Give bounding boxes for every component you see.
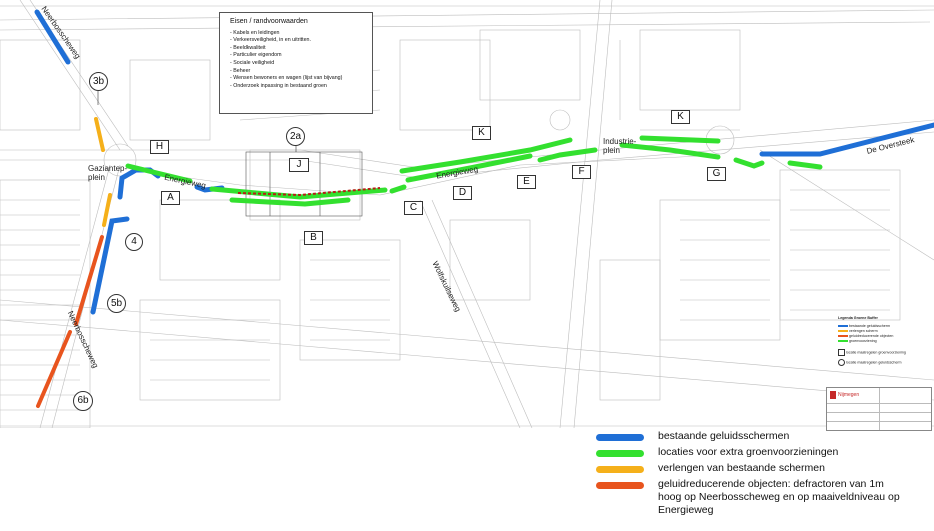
nijmegen-logo-icon: [830, 391, 836, 399]
location-label-6b: 6b: [73, 391, 93, 411]
map-small-legend: [838, 316, 926, 366]
location-label-a: A: [161, 191, 180, 205]
small-legend-item: groenvoorziening: [838, 339, 926, 344]
street-label-de-oversteek: De Oversteek: [865, 135, 916, 156]
legend-item-extend-screens: [596, 462, 932, 475]
small-legend-item: verlengen scherm: [838, 329, 926, 334]
location-label-i: J: [289, 158, 309, 172]
street-label-neerbosscheweg-south: Neerbosscheweg: [65, 309, 101, 370]
legend: [596, 430, 932, 520]
location-label-4: 4: [125, 233, 143, 251]
legend-label: bestaande geluidsschermen: [658, 430, 790, 442]
requirement-item: - Onderzoek inpassing in bestaand groen: [230, 82, 327, 89]
requirement-item: - Sociale veiligheid: [230, 59, 275, 66]
small-legend-item: geluidreducerende objecten: [838, 334, 926, 339]
place-label-industrieplein: Industrie- plein: [603, 137, 637, 155]
requirement-item: - Particulier eigendom: [230, 52, 282, 59]
requirement-item: - Wensen bewoners en wagen (lijst van bijvang): [230, 75, 343, 82]
small-legend-item: bestaande geluidsscherm: [838, 324, 926, 329]
requirements-title: Eisen / randvoorwaarden: [230, 18, 308, 25]
requirement-item: - Beheer: [230, 67, 251, 74]
street-label-wolfskuilseweg: Wolfskuilseweg: [430, 259, 463, 314]
legend-swatch-green: [596, 450, 644, 457]
small-legend-item: locatie maatregelen geluidsscherm: [838, 359, 926, 366]
location-label-k: K: [671, 110, 690, 124]
requirements-box: [219, 12, 373, 114]
legend-item-existing-screens: [596, 430, 932, 443]
legend-item-green-locations: [596, 446, 932, 459]
legend-swatch-orange: [596, 482, 644, 489]
legend-label: locaties voor extra groenvoorzieningen: [658, 446, 839, 458]
location-label-j: K: [472, 126, 491, 140]
street-label-energieweg-west: Energieweg: [163, 172, 207, 191]
location-label-3b: 3b: [89, 72, 108, 91]
location-label-e: E: [517, 175, 536, 189]
location-label-h: H: [150, 140, 169, 154]
location-label-f: F: [572, 165, 591, 179]
small-legend-item: locatie maatregelen groenvoorziening: [838, 349, 926, 356]
legend-swatch-yellow: [596, 466, 644, 473]
requirement-item: - Kabels en leidingen: [230, 29, 280, 36]
legend-item-noise-objects: [596, 478, 932, 517]
location-label-5b: 5b: [107, 294, 126, 313]
legend-label: verlengen van bestaande schermen: [658, 462, 825, 474]
location-label-d: D: [453, 186, 472, 200]
requirements-list: [230, 30, 372, 91]
requirement-item: - Verkeersveiligheid, in en uitritten.: [230, 37, 311, 44]
legend-swatch-blue: [596, 434, 644, 441]
legend-label: geluidreducerende objecten: defractoren van 1m hoog op Neerbosscheweg en op maaiveldniveau op Energieweg: [658, 478, 900, 516]
location-label-2a: 2a: [286, 127, 305, 146]
location-label-c: C: [404, 201, 423, 215]
place-label-gaziantepplein: Gaziantep- plein: [88, 164, 128, 182]
street-label-energieweg-east: Energieweg: [435, 164, 479, 181]
map-title-block: [826, 387, 932, 431]
street-label-neerbosscheweg-north: Neerbosscheweg: [39, 4, 83, 61]
small-legend-title: Legenda Groene Buffer: [838, 316, 878, 320]
location-label-g: G: [707, 167, 726, 181]
title-block-logo-text: Nijmegen: [838, 392, 860, 398]
location-label-b: B: [304, 231, 323, 245]
requirement-item: - Beeldkwaliteit: [230, 44, 266, 51]
